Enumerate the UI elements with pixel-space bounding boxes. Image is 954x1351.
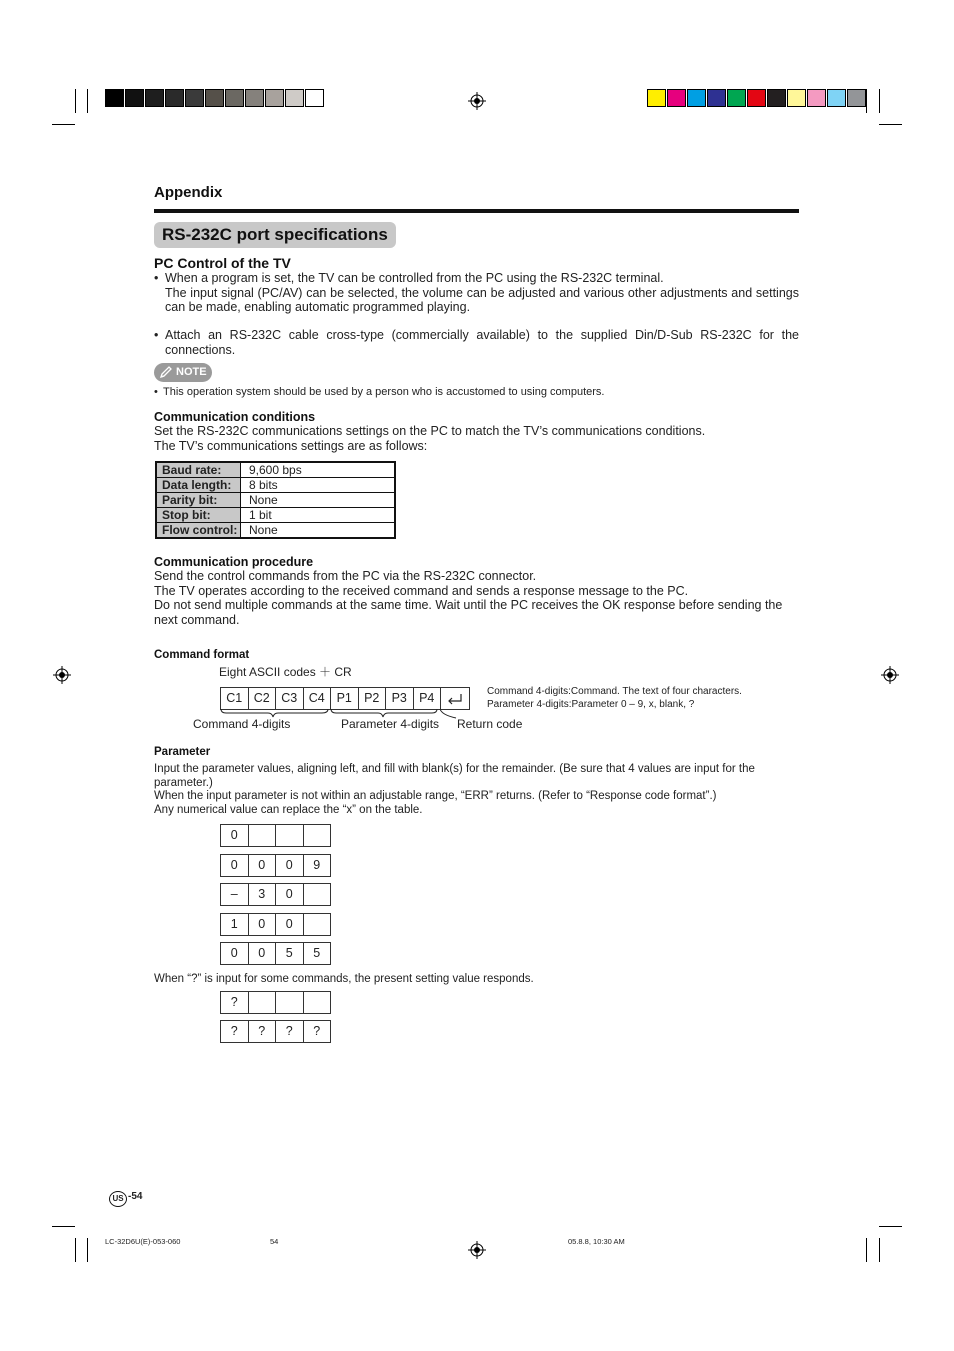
page-number: -54 [128, 1191, 143, 1202]
parameter-digit [276, 992, 304, 1013]
setting-value: None [241, 523, 396, 539]
parameter-digit: ? [276, 1021, 304, 1042]
color-swatch [767, 89, 786, 107]
section-title: Appendix [154, 184, 223, 201]
return-code-label: Return code [457, 717, 523, 731]
parameter-digit: 0 [221, 855, 249, 876]
parameter-cell: P1 [331, 688, 359, 709]
paragraph-line: Set the RS-232C communications settings on the PC to match the TV’s communications conditions. [154, 424, 706, 438]
parameter-digit: 9 [313, 858, 321, 872]
setting-key: Data length: [156, 478, 241, 493]
paragraph-line: When the input parameter is not within an adjustable range, “ERR” returns. (Refer to “Response code format”.) [154, 790, 717, 802]
command-format-caption: Eight ASCII codes ＋ CR [219, 665, 352, 679]
setting-key: Flow control: [156, 523, 241, 539]
parameter-cell: P4 [414, 688, 442, 709]
table-row [156, 508, 395, 523]
registration-target-icon [468, 92, 486, 110]
registration-target-icon [881, 666, 899, 684]
note-badge [154, 363, 212, 382]
color-calibration-bar [647, 89, 867, 107]
setting-value: 9,600 bps [241, 462, 396, 478]
query-example [220, 991, 331, 1014]
command-format-heading: Command format [154, 649, 250, 661]
registration-target-icon [468, 1241, 486, 1259]
parameter-digit: – [221, 884, 249, 905]
command-cell: C2 [249, 688, 277, 709]
description-line: Command 4-digits:Command. The text of four characters. [487, 686, 742, 697]
parameter-digit: 0 [276, 855, 304, 876]
paragraph-line: Send the control commands from the PC via the RS-232C connector. [154, 569, 537, 583]
note-item: • This operation system should be used by a person who is accustomed to using computers. [154, 386, 799, 400]
command-format-diagram [220, 687, 470, 710]
setting-value: 1 bit [241, 508, 396, 523]
parameter-cell: P2 [359, 688, 387, 709]
setting-key: Stop bit: [156, 508, 241, 523]
parameter-digit: 0 [249, 943, 277, 964]
parameter-digit [304, 992, 331, 1013]
parameter-digit: 0 [221, 943, 249, 964]
parameter-digit: 0 [276, 914, 304, 935]
table-row [156, 478, 395, 493]
region-badge: US [109, 1191, 127, 1207]
description-line: Parameter 4-digits:Parameter 0 – 9, x, blank, ? [487, 699, 695, 710]
parameter-digit: 3 [249, 884, 277, 905]
color-swatch [827, 89, 846, 107]
parameter-digit [249, 825, 277, 846]
color-swatch [747, 89, 766, 107]
footer-date: 05.8.8, 10:30 AM [568, 1237, 625, 1246]
bullet-item: • Attach an RS-232C cable cross-type (commercially available) to the supplied Din/D-Sub RS-232C for the connections. [154, 328, 799, 357]
color-swatch [787, 89, 806, 107]
parameter-digit: ? [221, 1021, 249, 1042]
gray-calibration-bar [105, 89, 325, 107]
table-row [156, 462, 395, 478]
setting-value: None [241, 493, 396, 508]
color-swatch [145, 89, 164, 107]
table-row [156, 493, 395, 508]
command-format-description [487, 685, 742, 711]
color-swatch [847, 89, 866, 107]
parameter-digit: ? [221, 992, 249, 1013]
note-label: NOTE [176, 366, 207, 378]
command-cell: C3 [276, 688, 304, 709]
color-swatch [245, 89, 264, 107]
parameter-digit [304, 914, 331, 935]
color-swatch [265, 89, 284, 107]
settings-table [155, 461, 396, 539]
color-swatch [647, 89, 666, 107]
parameter-text [154, 763, 799, 817]
parameter-digit: 0 [249, 914, 277, 935]
parameter-cell: P3 [386, 688, 414, 709]
color-swatch [727, 89, 746, 107]
parameter-example [220, 942, 331, 965]
color-swatch [687, 89, 706, 107]
parameter-digit [276, 825, 304, 846]
comm-conditions-text [154, 424, 799, 453]
color-swatch [125, 89, 144, 107]
setting-key: Parity bit: [156, 493, 241, 508]
color-swatch [807, 89, 826, 107]
parameter-digit: ? [249, 1021, 277, 1042]
registration-target-icon [53, 666, 71, 684]
paragraph-line: Input the parameter values, aligning left, and fill with blank(s) for the remainder. (Be sure that 4 values are input for the parameter.) [154, 763, 755, 789]
table-row [156, 523, 395, 539]
parameter-digit [249, 992, 277, 1013]
parameter-digit: 5 [276, 943, 304, 964]
paragraph-line: The TV operates according to the received command and sends a response message to the PC. [154, 583, 689, 598]
paragraph-line: Do not send multiple commands at the same time. Wait until the PC receives the OK response before sending the next command. [154, 598, 783, 627]
page-title: RS-232C port specifications [154, 222, 396, 248]
query-text: When “?” is input for some commands, the present setting value responds. [154, 973, 534, 985]
parameter-example [220, 913, 331, 936]
color-swatch [205, 89, 224, 107]
setting-key: Baud rate: [156, 462, 241, 478]
parameter-digit: ? [313, 1024, 321, 1038]
color-swatch [185, 89, 204, 107]
pc-control-heading: PC Control of the TV [154, 255, 291, 271]
parameter-example [220, 854, 331, 877]
parameter-digits-label: Parameter 4-digits [341, 717, 440, 731]
footer-file: LC-32D6U(E)-053-060 [105, 1237, 181, 1246]
parameter-digit [304, 884, 331, 905]
color-swatch [225, 89, 244, 107]
color-swatch [165, 89, 184, 107]
parameter-digit: 0 [249, 855, 277, 876]
note-text: This operation system should be used by a person who is accustomed to using computers. [163, 386, 605, 398]
color-swatch [707, 89, 726, 107]
header-rule [154, 209, 799, 213]
bullet-text: The input signal (PC/AV) can be selected, the volume can be adjusted and various other adjustments and settings can be made, enabling automatic programmed playing. [165, 285, 799, 315]
color-swatch [305, 89, 324, 107]
comm-procedure-heading: Communication procedure [154, 555, 314, 569]
parameter-heading: Parameter [154, 746, 211, 758]
color-swatch [105, 89, 124, 107]
command-cell: C1 [221, 688, 249, 709]
color-swatch [667, 89, 686, 107]
parameter-example [220, 824, 331, 847]
command-cell: C4 [304, 688, 332, 709]
bullet-item: • When a program is set, the TV can be controlled from the PC using the RS-232C terminal. The input signal (PC/AV) can be selected, the volume can be adjusted and various other adjustments and settings can be made, enabling automatic programmed playing. [154, 271, 799, 315]
setting-value: 8 bits [241, 478, 396, 493]
command-digits-label: Command 4-digits [193, 717, 291, 731]
return-key-icon [441, 688, 469, 709]
parameter-digit [304, 825, 331, 846]
pencil-icon [159, 365, 173, 379]
bullet-text: When a program is set, the TV can be controlled from the PC using the RS-232C terminal. [165, 271, 664, 285]
parameter-digit: 1 [221, 914, 249, 935]
footer-page: 54 [270, 1237, 279, 1246]
parameter-digit: 0 [276, 884, 304, 905]
parameter-example [220, 883, 331, 906]
query-example [220, 1020, 331, 1043]
color-swatch [285, 89, 304, 107]
paragraph-line: Any numerical value can replace the “x” on the table. [154, 803, 423, 816]
paragraph-line: The TV’s communications settings are as follows: [154, 438, 428, 453]
parameter-digit: 0 [221, 825, 249, 846]
parameter-digit: 5 [313, 946, 321, 960]
comm-conditions-heading: Communication conditions [154, 410, 316, 424]
bullet-text: Attach an RS-232C cable cross-type (commercially available) to the supplied Din/D-Sub RS-232C for the connections. [165, 328, 799, 357]
comm-procedure-text [154, 569, 799, 627]
